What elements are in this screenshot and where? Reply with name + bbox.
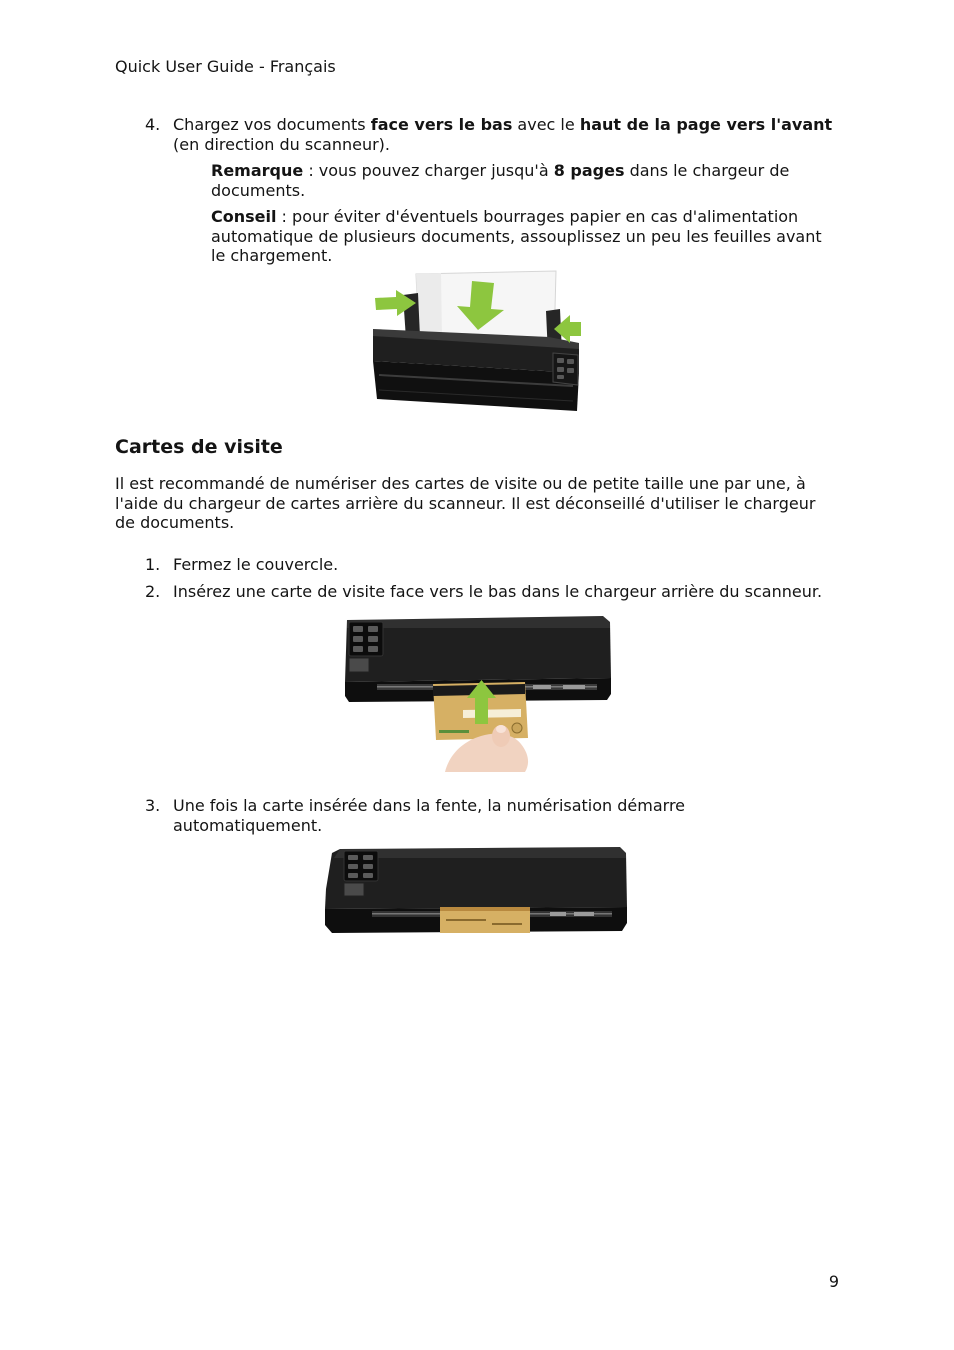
document-loading-figure [369, 269, 581, 414]
scanner-button [363, 855, 373, 860]
step-text [173, 115, 832, 155]
card-label-mark [574, 912, 594, 916]
scanner-button [557, 358, 564, 363]
note-label: Remarque [211, 161, 304, 180]
scanner-button [348, 864, 358, 869]
step-text: Insérez une carte de visite face vers le bas dans le chargeur arrière du scanneur. [173, 582, 823, 601]
scanner-button [348, 855, 358, 860]
intro-line: l'aide du chargeur de cartes arrière du scanneur. Il est déconseillé d'utiliser le chargeur [115, 493, 816, 513]
card-print-mark [439, 730, 469, 733]
step-number: 2. [145, 582, 161, 601]
step-number: 4. [145, 115, 161, 134]
card-print-mark [446, 919, 486, 921]
control-panel [344, 851, 378, 881]
tip-text: automatique de plusieurs documents, assouplissez un peu les feuilles avant [211, 226, 822, 246]
scanner-button [353, 646, 363, 652]
tip-paragraph [211, 207, 822, 266]
step-text-line: Une fois la carte insérée dans la fente, la numérisation démarre [173, 796, 686, 815]
card-seal [512, 723, 522, 733]
tip-text: le chargement. [211, 246, 333, 265]
step-number: 1. [145, 555, 161, 574]
scanner-top-highlight [347, 616, 610, 628]
scanner-button [567, 368, 574, 373]
paper-shade [416, 273, 442, 340]
step-text-bold: haut de la page vers l'avant [579, 115, 833, 134]
note-text-bold: 8 pages [553, 161, 625, 180]
scanner-button [363, 864, 373, 869]
note-paragraph [211, 161, 789, 200]
card-insertion-figure [333, 614, 613, 772]
card-print-mark [492, 923, 522, 925]
scanner-button [567, 359, 574, 364]
step-text: Fermez le couvercle. [173, 555, 339, 574]
tip-text: : pour éviter d'éventuels bourrages papier en cas d'alimentation [276, 207, 799, 226]
running-header: Quick User Guide - Français [115, 57, 336, 76]
scanner-button [368, 646, 378, 652]
step-text [173, 796, 685, 836]
scanner-button [368, 636, 378, 642]
note-text: documents. [211, 180, 306, 200]
display-window [349, 658, 369, 672]
section-heading: Cartes de visite [115, 436, 283, 458]
page-number: 9 [828, 1272, 839, 1291]
step-text-bold: face vers le bas [370, 115, 513, 134]
step-text-run: Chargez vos documents [173, 115, 371, 134]
scanner-body [373, 329, 579, 411]
display-window [344, 883, 364, 896]
intro-line: Il est recommandé de numériser des cartes de visite ou de petite taille une par une, à [115, 474, 806, 493]
scanner-button [348, 873, 358, 878]
control-panel-plate [553, 353, 578, 385]
step-text-run: avec le [512, 115, 580, 134]
card-label-mark [563, 685, 585, 689]
signature-strip [463, 709, 521, 718]
intro-paragraph [115, 474, 815, 533]
step-text-line: automatiquement. [173, 816, 323, 835]
scan-label-mark [550, 912, 566, 916]
scanner-button [363, 873, 373, 878]
business-card [440, 907, 530, 933]
scanner-button [557, 375, 564, 379]
tip-label: Conseil [211, 207, 277, 226]
control-panel [553, 353, 578, 385]
step-number: 3. [145, 796, 161, 815]
scanner-button [353, 636, 363, 642]
note-text: dans le chargeur de [624, 161, 790, 180]
intro-line: de documents. [115, 513, 235, 532]
note-text: : vous pouvez charger jusqu'à [303, 161, 554, 180]
card-stripe [440, 907, 530, 911]
card-inserted-figure [322, 845, 628, 934]
scanner-button [368, 626, 378, 632]
thumb-nail [496, 725, 506, 733]
control-panel [349, 622, 383, 656]
scan-label-mark [533, 685, 551, 689]
scanner-button [353, 626, 363, 632]
scanner-button [557, 367, 564, 372]
step-text-run: (en direction du scanneur). [173, 135, 391, 154]
